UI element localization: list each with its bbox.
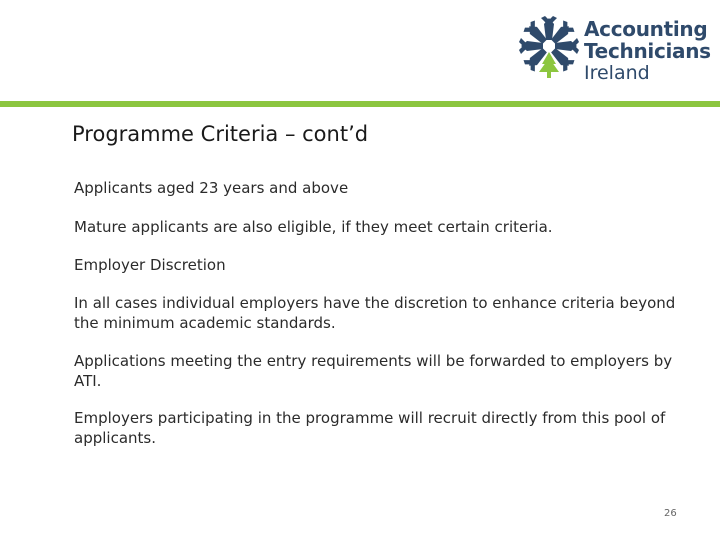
snowflake-tree-icon <box>518 16 580 80</box>
ati-logo <box>518 16 711 84</box>
logo-line-1: Accounting <box>584 17 708 41</box>
paragraph-mature-applicants: Mature applicants are also eligible, if they meet certain criteria. <box>74 218 553 236</box>
paragraph-forwarding: Applications meeting the entry requirements will be forwarded to employers by ATI. <box>74 352 673 390</box>
paragraph-recruitment: Employers participating in the programme will recruit directly from this pool of applicants. <box>74 409 666 447</box>
logo-line-3: Ireland <box>584 62 650 84</box>
green-divider <box>0 101 720 107</box>
logo-line-2: Technicians <box>584 39 711 63</box>
logo-wordmark <box>584 18 711 84</box>
page-number: 26 <box>664 508 677 519</box>
paragraph-discretion-detail: In all cases individual employers have the discretion to enhance criteria beyond the minimum academic standards. <box>74 294 676 332</box>
slide-title: Programme Criteria – cont’d <box>72 122 369 146</box>
paragraph-employer-discretion-heading: Employer Discretion <box>74 256 226 274</box>
paragraph-age-criteria: Applicants aged 23 years and above <box>74 179 349 197</box>
